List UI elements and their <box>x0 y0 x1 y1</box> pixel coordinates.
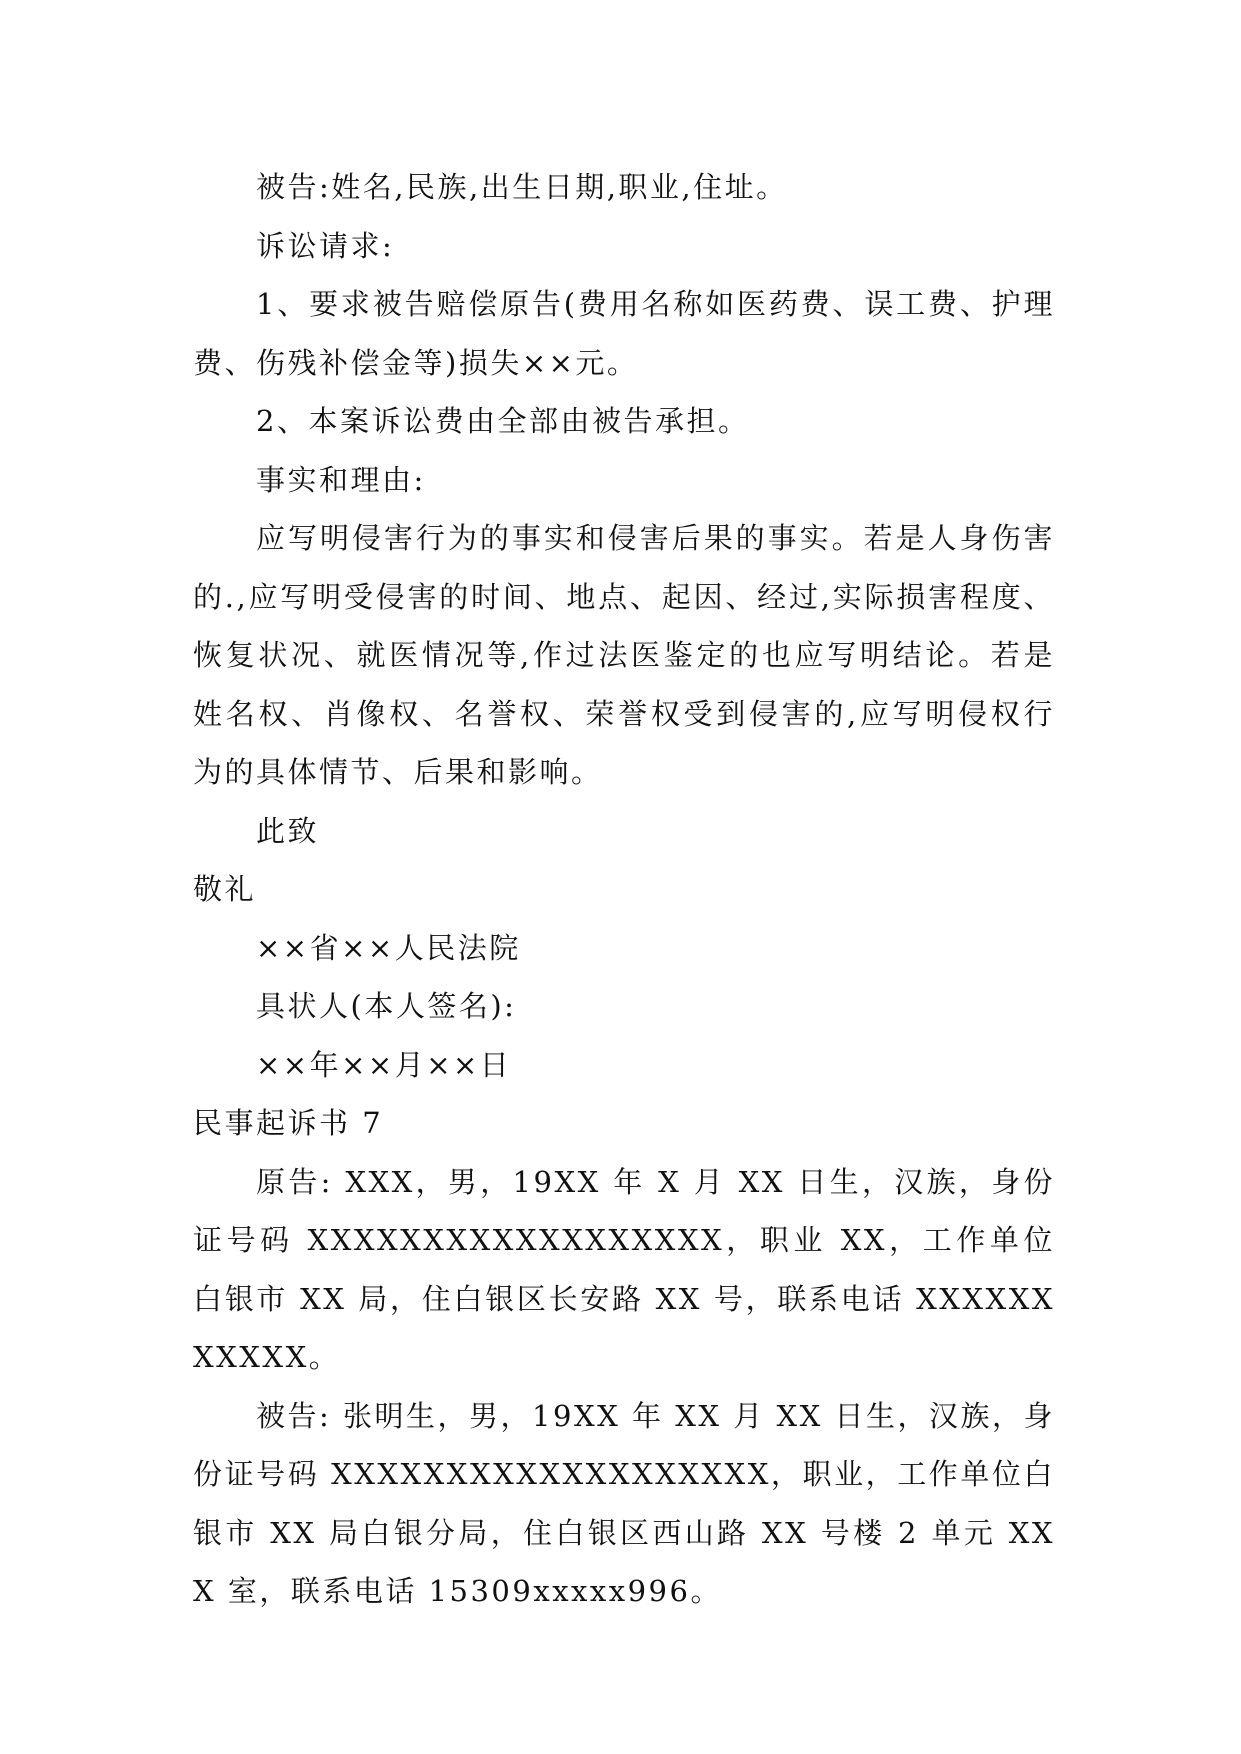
plaintiff-signature-line: 具状人(本人签名): <box>256 989 517 1023</box>
court-name: ××省××人民法院 <box>256 930 521 965</box>
paragraph-plaintiff-info: 原告: XXX，男，19XX 年 X 月 XX 日生，汉族，身份证号码 XXXXXXXXXXXXXXXXXX，职业 XX，工作单位白银市 XX 局，住白银区长安路 XX 号，联系电话 XXXXXXXXXXX。 <box>193 1164 1055 1374</box>
closing-salutation: 此致 <box>256 813 320 848</box>
document-body <box>193 158 1055 1621</box>
closing-regards: 敬礼 <box>193 872 257 906</box>
claim-item-1: 1、要求被告赔偿原告(费用名称如医药费、误工费、护理费、伤残补偿金等)损失××元。 <box>193 287 1055 380</box>
section-title: 民事起诉书 7 <box>193 1106 384 1140</box>
paragraph-facts-description: 应写明侵害行为的事实和侵害后果的事实。若是人身伤害的.,应写明受侵害的时间、地点、起因、经过,实际损害程度、恢复状况、就医情况等,作过法医鉴定的也应写明结论。若是姓名权、肖像权、名誉权、荣誉权受到侵害的,应写明侵权行为的具体情节、后果和影响。 <box>193 521 1055 789</box>
paragraph-defendant-info: 被告: 张明生，男，19XX 年 XX 月 XX 日生，汉族，身份证号码 XXXXXXXXXXXXXXXXXXX，职业，工作单位白银市 XX 局白银分局，住白银区西山路 XX 号楼 2 单元 XXX 室，联系电话 15309xxxxx996。 <box>193 1398 1055 1608</box>
date-line: ××年××月××日 <box>256 1047 512 1082</box>
paragraph-defendant-template: 被告:姓名,民族,出生日期,职业,住址。 <box>256 170 788 204</box>
claim-item-2: 2、本案诉讼费由全部由被告承担。 <box>256 404 750 438</box>
heading-facts-and-reasons: 事实和理由: <box>256 462 426 497</box>
heading-litigation-claims: 诉讼请求: <box>256 228 395 263</box>
